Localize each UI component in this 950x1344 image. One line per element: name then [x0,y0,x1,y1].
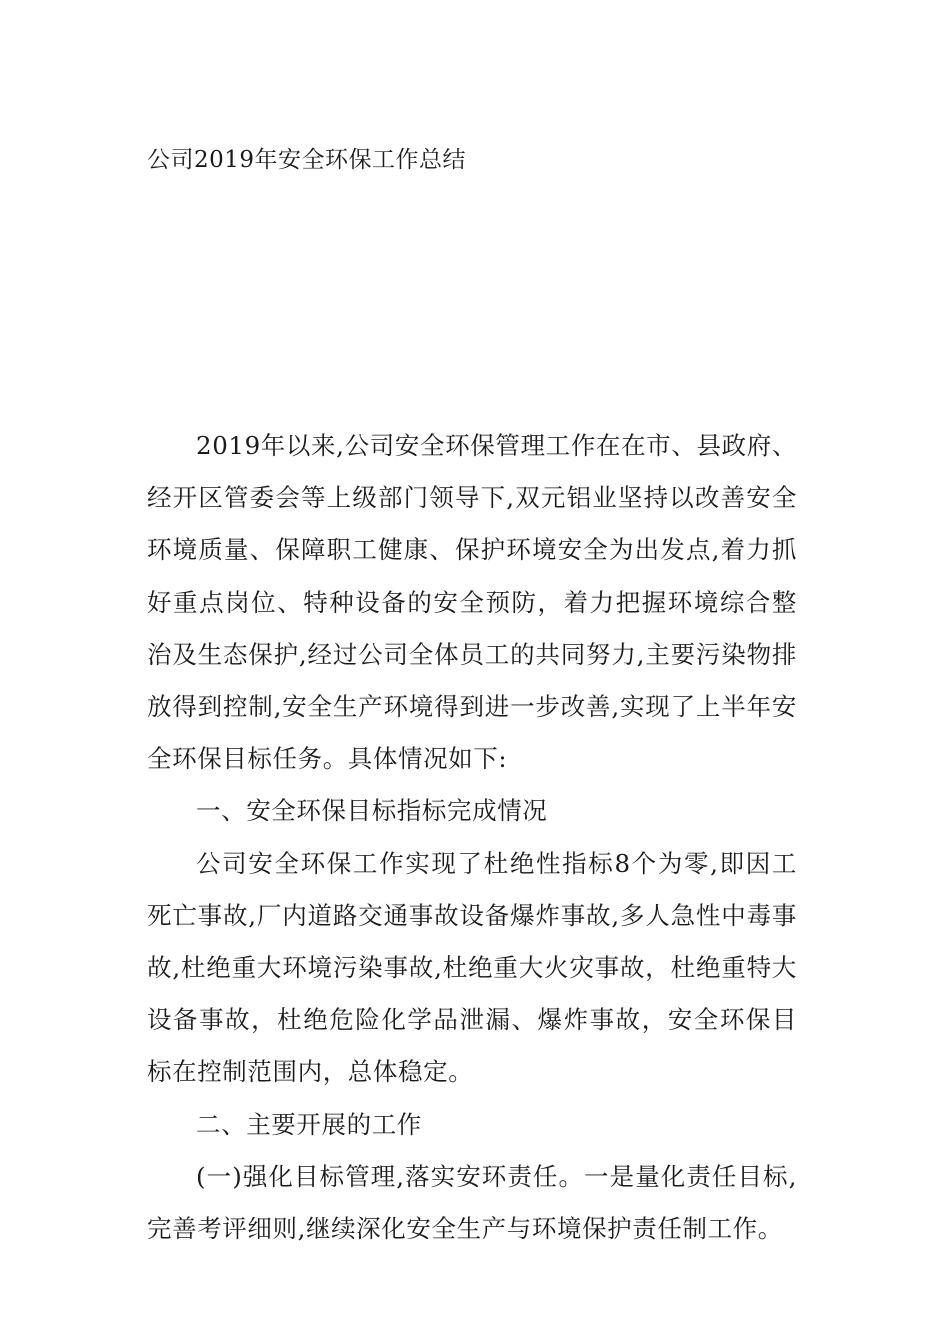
work-paragraph: (一)强化目标管理,落实安环责任。一是量化责任目标,完善考评细则,继续深化安全生产与环境保护责任制工作。 [147,1161,797,1244]
intro-paragraph: 2019年以来,公司安全环保管理工作在在市、县政府、经开区管委会等上级部门领导下,双元铝业坚持以改善安全环境质量、保障职工健康、保护环境安全为出发点,着力抓好重点岗位、特种设备的安全预防，着力把握环境综合整治及生态保护,经过公司全体员工的共同努力,主要污染物排放得到控制,安全生产环境得到进一步改善,实现了上半年安全环保目标任务。具体情况如下: [147,431,797,774]
document-body [147,420,797,1255]
section-heading-targets: 一、安全环保目标指标完成情况 [196,796,548,826]
document-title: 公司2019年安全环保工作总结 [147,147,467,173]
section-heading-work: 二、主要开展的工作 [196,1109,422,1139]
targets-paragraph: 公司安全环保工作实现了杜绝性指标8个为零,即因工死亡事故,厂内道路交通事故设备爆炸事故,多人急性中毒事故,杜绝重大环境污染事故,杜绝重大火灾事故，杜绝重特大设备事故，杜绝危险化学品泄漏、爆炸事故，安全环保目标在控制范围内，总体稳定。 [147,848,797,1087]
